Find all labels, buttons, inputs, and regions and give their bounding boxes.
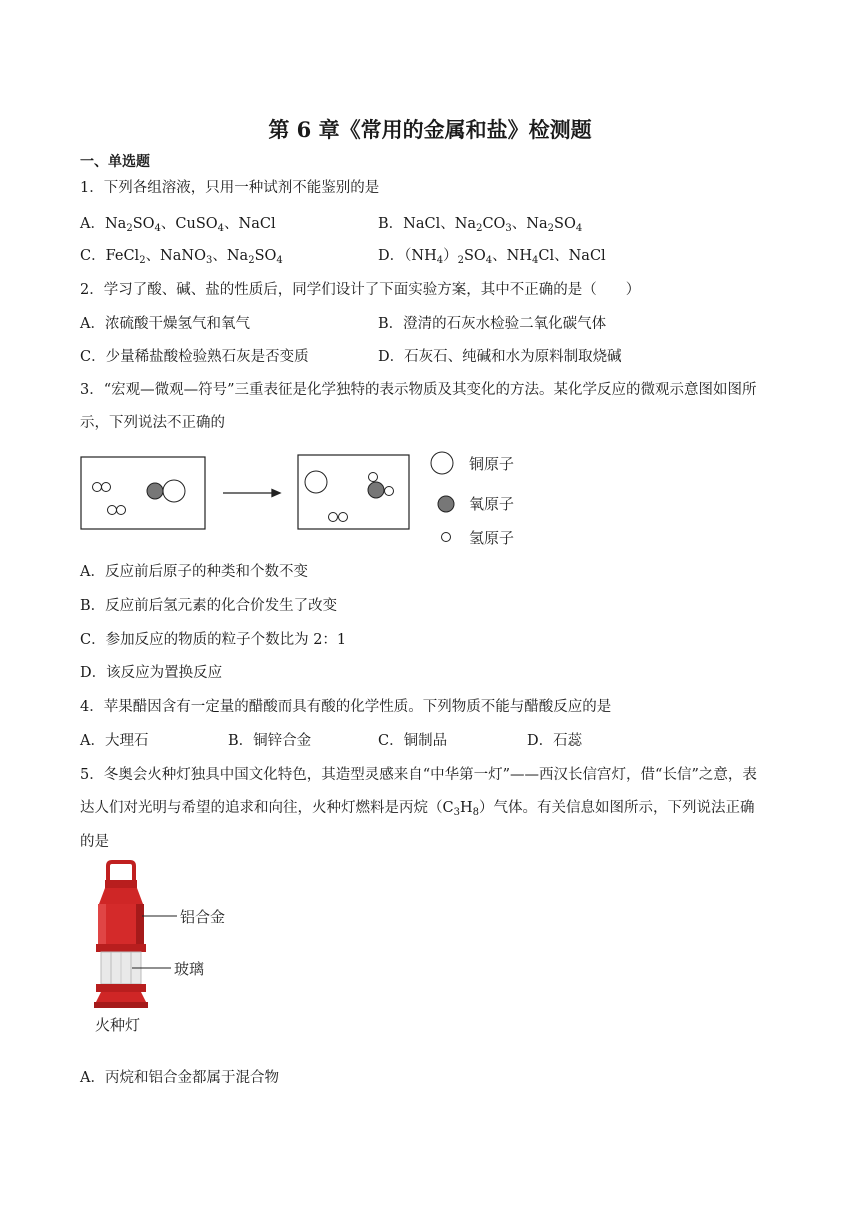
q2-stem: 2．学习了酸、碱、盐的性质后，同学们设计了下面实验方案，其中不正确的是（ ） [80, 282, 641, 298]
legend-o-label: 氧原子 [469, 495, 515, 513]
q4-option-a: A．大理石 [80, 733, 149, 749]
legend-cu-label: 铜原子 [469, 455, 515, 473]
q2-option-d: D．石灰石、纯碱和水为原料制取烧碱 [378, 349, 622, 365]
q5-stem-line3: 的是 [80, 834, 109, 850]
h2-molecule [329, 513, 348, 522]
q4-option-b: B．铜锌合金 [228, 733, 312, 749]
q3-option-d: D．该反应为置换反应 [80, 665, 223, 681]
q1-option-b: B．NaCl、$Na_2CO_3$、$Na_2SO_4$ [378, 216, 583, 234]
section-heading: 一、单选题 [80, 154, 150, 170]
q1-option-a: A．$Na_2SO_4$、CuSO$_4$、NaCl [80, 216, 276, 234]
q4-stem: 4．苹果醋因含有一定量的醋酸而具有酸的化学性质。下列物质不能与醋酸反应的是 [80, 699, 612, 715]
q3-option-b: B．反应前后氢元素的化合价发生了改变 [80, 598, 338, 614]
q2-option-b: B．澄清的石灰水检验二氧化碳气体 [378, 316, 607, 332]
page-title: 第 6 章《常用的金属和盐》检测题 [268, 117, 592, 142]
q5-option-a: A．丙烷和铝合金都属于混合物 [80, 1070, 279, 1086]
q3-stem-line2: 示，下列说法不正确的 [80, 415, 225, 431]
q1-stem: 1．下列各组溶液，只用一种试剂不能鉴别的是 [80, 180, 380, 196]
reaction-arrow [223, 490, 280, 497]
torch-lamp-illustration [94, 862, 148, 1008]
q5-stem-line1: 5．冬奥会火种灯独具中国文化特色，其造型灵感来自“中华第一灯”——西汉长信宫灯，借“长信”之意，表 [80, 767, 757, 783]
h2o-molecule [368, 473, 394, 499]
cuo-molecule [147, 480, 185, 502]
legend-h-symbol [442, 533, 451, 542]
legend-o-symbol [438, 496, 454, 512]
label-torch-lamp: 火种灯 [95, 1016, 141, 1034]
h2-molecule [93, 483, 111, 492]
legend-h-label: 氢原子 [469, 529, 515, 547]
q2-option-a: A．浓硫酸干燥氢气和氧气 [80, 316, 250, 332]
torch-lamp-figure [85, 860, 255, 1042]
legend [431, 452, 514, 547]
q3-option-c: C．参加反应的物质的粒子个数比为 2：1 [80, 632, 347, 648]
label-glass: 玻璃 [174, 960, 205, 978]
q2-option-c: C．少量稀盐酸检验熟石灰是否变质 [80, 349, 309, 365]
cu-atom [305, 471, 327, 493]
q4-option-c: C．铜制品 [378, 733, 448, 749]
q5-stem-line2: 达人们对光明与希望的追求和向往，火种灯燃料是丙烷$(C_3H_8)$气体。有关信息如图所示，下列说法正确 [80, 800, 755, 818]
reaction-diagram [80, 446, 540, 556]
q4-option-d: D．石蕊 [527, 733, 583, 749]
q1-option-c: C．FeCl$_2$、NaNO$_3$、$Na_2SO_4$ [80, 248, 283, 266]
label-aluminum-alloy: 铝合金 [180, 908, 226, 926]
q3-stem-line1: 3．“宏观—微观—符号”三重表征是化学独特的表示物质及其变化的方法。某化学反应的微观示意图如图所 [80, 382, 757, 398]
h2-molecule [108, 506, 126, 515]
q3-option-a: A．反应前后原子的种类和个数不变 [80, 564, 308, 580]
legend-cu-symbol [431, 452, 453, 474]
q1-option-d: D．$(NH_4)_2SO_4$、$NH_4Cl$、NaCl [378, 248, 606, 266]
before-box [81, 457, 205, 529]
